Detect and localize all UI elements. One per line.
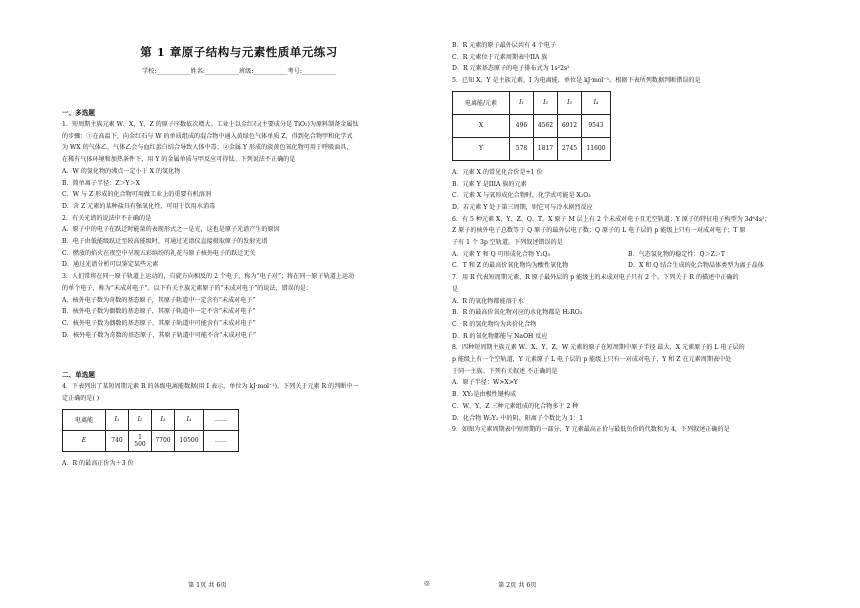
q3-option-c: C．核外电子数为偶数的基态原子，其原子轨道中可能含有“未成对电子”: [62, 319, 256, 327]
table-cell: I₁: [106, 409, 129, 430]
question-3: [62, 271, 416, 341]
question-4: [62, 381, 416, 469]
q8-option-c: C．W、Y、Z 三种元素组成的化合物多于 2 种: [452, 402, 579, 410]
page-footer-left: 第 1页 共 6页: [188, 582, 227, 589]
table-row: [453, 114, 611, 137]
table-cell: 9543: [582, 114, 611, 137]
q6-line: 子有 1 个 3p 空轨道。下列叙述错误的是: [452, 239, 563, 247]
table-cell: E: [63, 430, 106, 451]
q1-line: 的步骤：①在高温下，向金红石与 W 的单质组成的混合物中通入黄绿色气体单质 Z，得到化合物甲和化学式: [62, 132, 353, 140]
table-cell: 740: [106, 430, 129, 451]
section-heading-multi: 一、多选题: [62, 109, 95, 117]
q5-stem: 5．已知 X、Y 是主族元素，I 为电离能，单位是 kJ·mol⁻¹。根据下表所列数据判断错误的是: [452, 77, 701, 85]
page-footer-right: 第 2页 共 6页: [498, 582, 537, 589]
question-6: [452, 214, 812, 273]
q3-option-a: A．核外电子数为奇数的基态原子，其原子轨道中一定含有“未成对电子”: [62, 296, 256, 304]
question-7: [452, 272, 812, 342]
q6-option-c: C．T 和 Z 的最高价氧化物均为酸性氧化物: [452, 262, 569, 270]
q4-line: 定正确的是( ): [62, 395, 100, 403]
q4-option-b: B．R 元素的原子最外层共有 4 个电子: [452, 42, 557, 49]
q5-option-d: D．若元素 Y 处于第三周期，则它可与冷水剧烈反应: [452, 203, 593, 211]
q7-line: 是: [452, 285, 459, 293]
table-cell: I₄: [582, 91, 611, 114]
table-cell: 4562: [534, 114, 558, 137]
q1-option-c: C．W 与 Z 形成的化合物可用做工业上的重要有机溶剂: [62, 191, 211, 199]
table-cell: X: [453, 114, 510, 137]
q2-stem: 2．有关光谱的说法中不正确的是: [62, 214, 152, 222]
q8-option-d: D．化合物 W₂Y₂ 中的阴、阳离子个数比为 1：1: [452, 414, 584, 422]
q4-option-d: D．R 元素基态原子的电子排布式为 1s²2s²: [452, 65, 570, 73]
q1-line: 在稀有气体环境和加热条件下，用 Y 的金属单质与甲反应可得钛。下列说法不正确的是: [62, 156, 296, 164]
q6-line: Z 原子的核外电子总数等于 Q 原子的最外层电子数；Q 原子的 L 电子层的 p 能级上只有一对成对电子；T 原: [452, 227, 746, 235]
q7-option-a: A．R 的氧化物都能溶于水: [452, 297, 524, 305]
table-cell: 578: [510, 137, 534, 160]
question-9: 9．如图为元素周期表中短周期的一部分，Y 元素最高正价与最低负价的代数和为 4，下列叙述正确的是: [452, 426, 730, 434]
q1-line: 为 WX 的气体乙，气体乙会与血红蛋白结合导致人体中毒；②金属 Y 形成的淡黄色氧化物可用于呼吸面具，: [62, 144, 353, 152]
ionization-table-xy: [452, 91, 611, 161]
question-5: [452, 75, 812, 214]
q7-option-b: B．R 的最高价氧化物对应的水化物都是 H₂RO₃: [452, 309, 583, 317]
table-cell: 1 500: [129, 430, 152, 451]
q6-option-d: D．X 和 Q 结合生成的化合物晶体类型为离子晶体: [628, 262, 764, 270]
q6-line: 6．有 5 种元素 X、Y、Z、Q、T。X 原子 M 层上有 2 个未成对电子且无空轨道；Y 原子的特征电子构型为 3d⁶4s²；: [452, 215, 771, 223]
q1-option-b: B．简单离子半径：Z＞Y＞X: [62, 179, 141, 187]
table-cell: ……: [204, 409, 239, 430]
left-column: [62, 0, 416, 469]
table-cell: 10500: [175, 430, 204, 451]
table-cell: I₂: [534, 91, 558, 114]
q6-option-a: A．元素 Y 和 Q 可形成化合物 Y₂Q₃: [452, 250, 550, 258]
table-row: [63, 430, 239, 451]
table-cell: I₄: [175, 409, 204, 430]
q8-line: 8．四种短周期主族元素 W、X、Y、Z，W 元素的原子在短周期中原子半径 最大，X 元素原子的 L 电子层的: [452, 344, 745, 352]
q6-options-row: [452, 260, 812, 272]
q2-option-a: A．原子中的电子在跃迁时能量的表现形式之一是光，这也是原子光谱产生的原因: [62, 226, 280, 234]
q7-option-d: D．R 的氧化物都能与 NaOH 反应: [452, 332, 548, 340]
q7-line: 7．用 R 代表短周期元素，R 原子最外层的 p 能级上的未成对电子只有 2 个。下列关于 R 的描述中正确的: [452, 274, 739, 282]
table-cell: 11600: [582, 137, 611, 160]
q1-option-d: D．含 Z 元素的某种盐具有强氧化性，可用于饮用水消毒: [62, 202, 216, 210]
q7-option-c: C．R 的氢化物均为共价化合物: [452, 320, 537, 328]
table-cell: ……: [204, 430, 239, 451]
table-cell: 电离能: [63, 409, 106, 430]
q1-option-a: A．W 的氢化物的沸点一定小于 X 的氢化物: [62, 167, 181, 175]
student-info-line: 学校:___________姓名:___________班级:___________考号:___________: [142, 68, 336, 75]
q8-line: 于同一主族。下列有关叙述 不正确的是: [452, 367, 558, 375]
q3-option-d: D．核外电子数为奇数的基态原子，其原子轨道中可能不含“未成对电子”: [62, 331, 256, 339]
question-1: [62, 119, 416, 213]
question-8: [452, 342, 812, 424]
table-cell: I₂: [129, 409, 152, 430]
table-cell: Y: [453, 137, 510, 160]
q8-option-a: A．原子半径：W>X>Y: [452, 379, 518, 387]
table-cell: I₃: [152, 409, 175, 430]
table-cell: 7700: [152, 430, 175, 451]
table-row: [63, 409, 239, 430]
q4-option-c: C．R 元素位于元素周期表中IIA 族: [452, 53, 548, 61]
q8-line: p 能级上有一个空轨道，Y 元素原子 L 电子层的 p 能级上只有一对成对电子，Y 和 Z 在元素周期表中处: [452, 356, 732, 364]
q6-option-b: B．气态氢化物的稳定性：Q＞Z＞T: [628, 250, 725, 258]
q5-option-b: B．元素 Y 是IIIA 族的元素: [452, 180, 527, 188]
q5-option-a: A．元素 X 的常见化合价是+1 价: [452, 168, 543, 176]
q2-option-d: D．通过光谱分析可以鉴定某些元素: [62, 261, 159, 269]
section-heading-single: 二、单选题: [62, 371, 95, 380]
q5-option-c: C．元素 X 与氧形成化合物时，化学式可能是 X₂O₂: [452, 192, 591, 200]
table-cell: 电离能/元素: [453, 91, 510, 114]
binding-mark: ◎: [424, 580, 430, 587]
q4-line: 4．下表列出了某短周期元素 R 的各级电离能数据(用 I 表示，单位为 kJ·mol⁻¹)。下列关于元素 R 的判断中一: [62, 383, 359, 391]
q2-option-c: C．燃放的焰火在夜空中呈现五彩缤纷的礼花与原子核外电子的跃迁无关: [62, 249, 256, 257]
q8-option-b: B．XY₂是由极性键构成: [452, 391, 517, 399]
table-row: [453, 91, 611, 114]
question-2: [62, 213, 416, 272]
ionization-table-r: [62, 409, 239, 452]
q3-line: 3．人们常将在同一原子轨道上运动的，自旋方向相反的 2 个电子，称为“电子对”；将在同一原子轨道上运动: [62, 273, 355, 281]
q1-line: 1．短周期主族元素 W、X、Y、Z 的原子序数依次增大。工业上以金红石(主要成分是 TiO₂)为原料制备金属钛: [62, 121, 359, 128]
table-cell: 2745: [558, 137, 582, 160]
table-cell: I₃: [558, 91, 582, 114]
q3-line: 的单个电子，称为“未成对电子”。以下有关主族元素原子的“未成对电子”的说法，错误的是：: [62, 284, 313, 292]
q6-options-row: [452, 249, 812, 261]
table-cell: I₁: [510, 91, 534, 114]
page-title: 第 1 章原子结构与元素性质单元练习: [140, 45, 338, 59]
table-cell: 496: [510, 114, 534, 137]
table-cell: 6912: [558, 114, 582, 137]
q4-option-a: A．R 的最高正价为＋3 价: [62, 459, 134, 467]
table-cell: 1817: [534, 137, 558, 160]
q2-option-b: B．电子由低能级跃迁至较高能级时，可通过光谱仪直接摄取原子的发射光谱: [62, 238, 268, 246]
right-page: [430, 0, 860, 608]
right-column: [452, 40, 812, 436]
table-row: [453, 137, 611, 160]
q3-option-b: B．核外电子数为偶数的基态原子，其原子轨道中一定不含“未成对电子”: [62, 308, 256, 316]
